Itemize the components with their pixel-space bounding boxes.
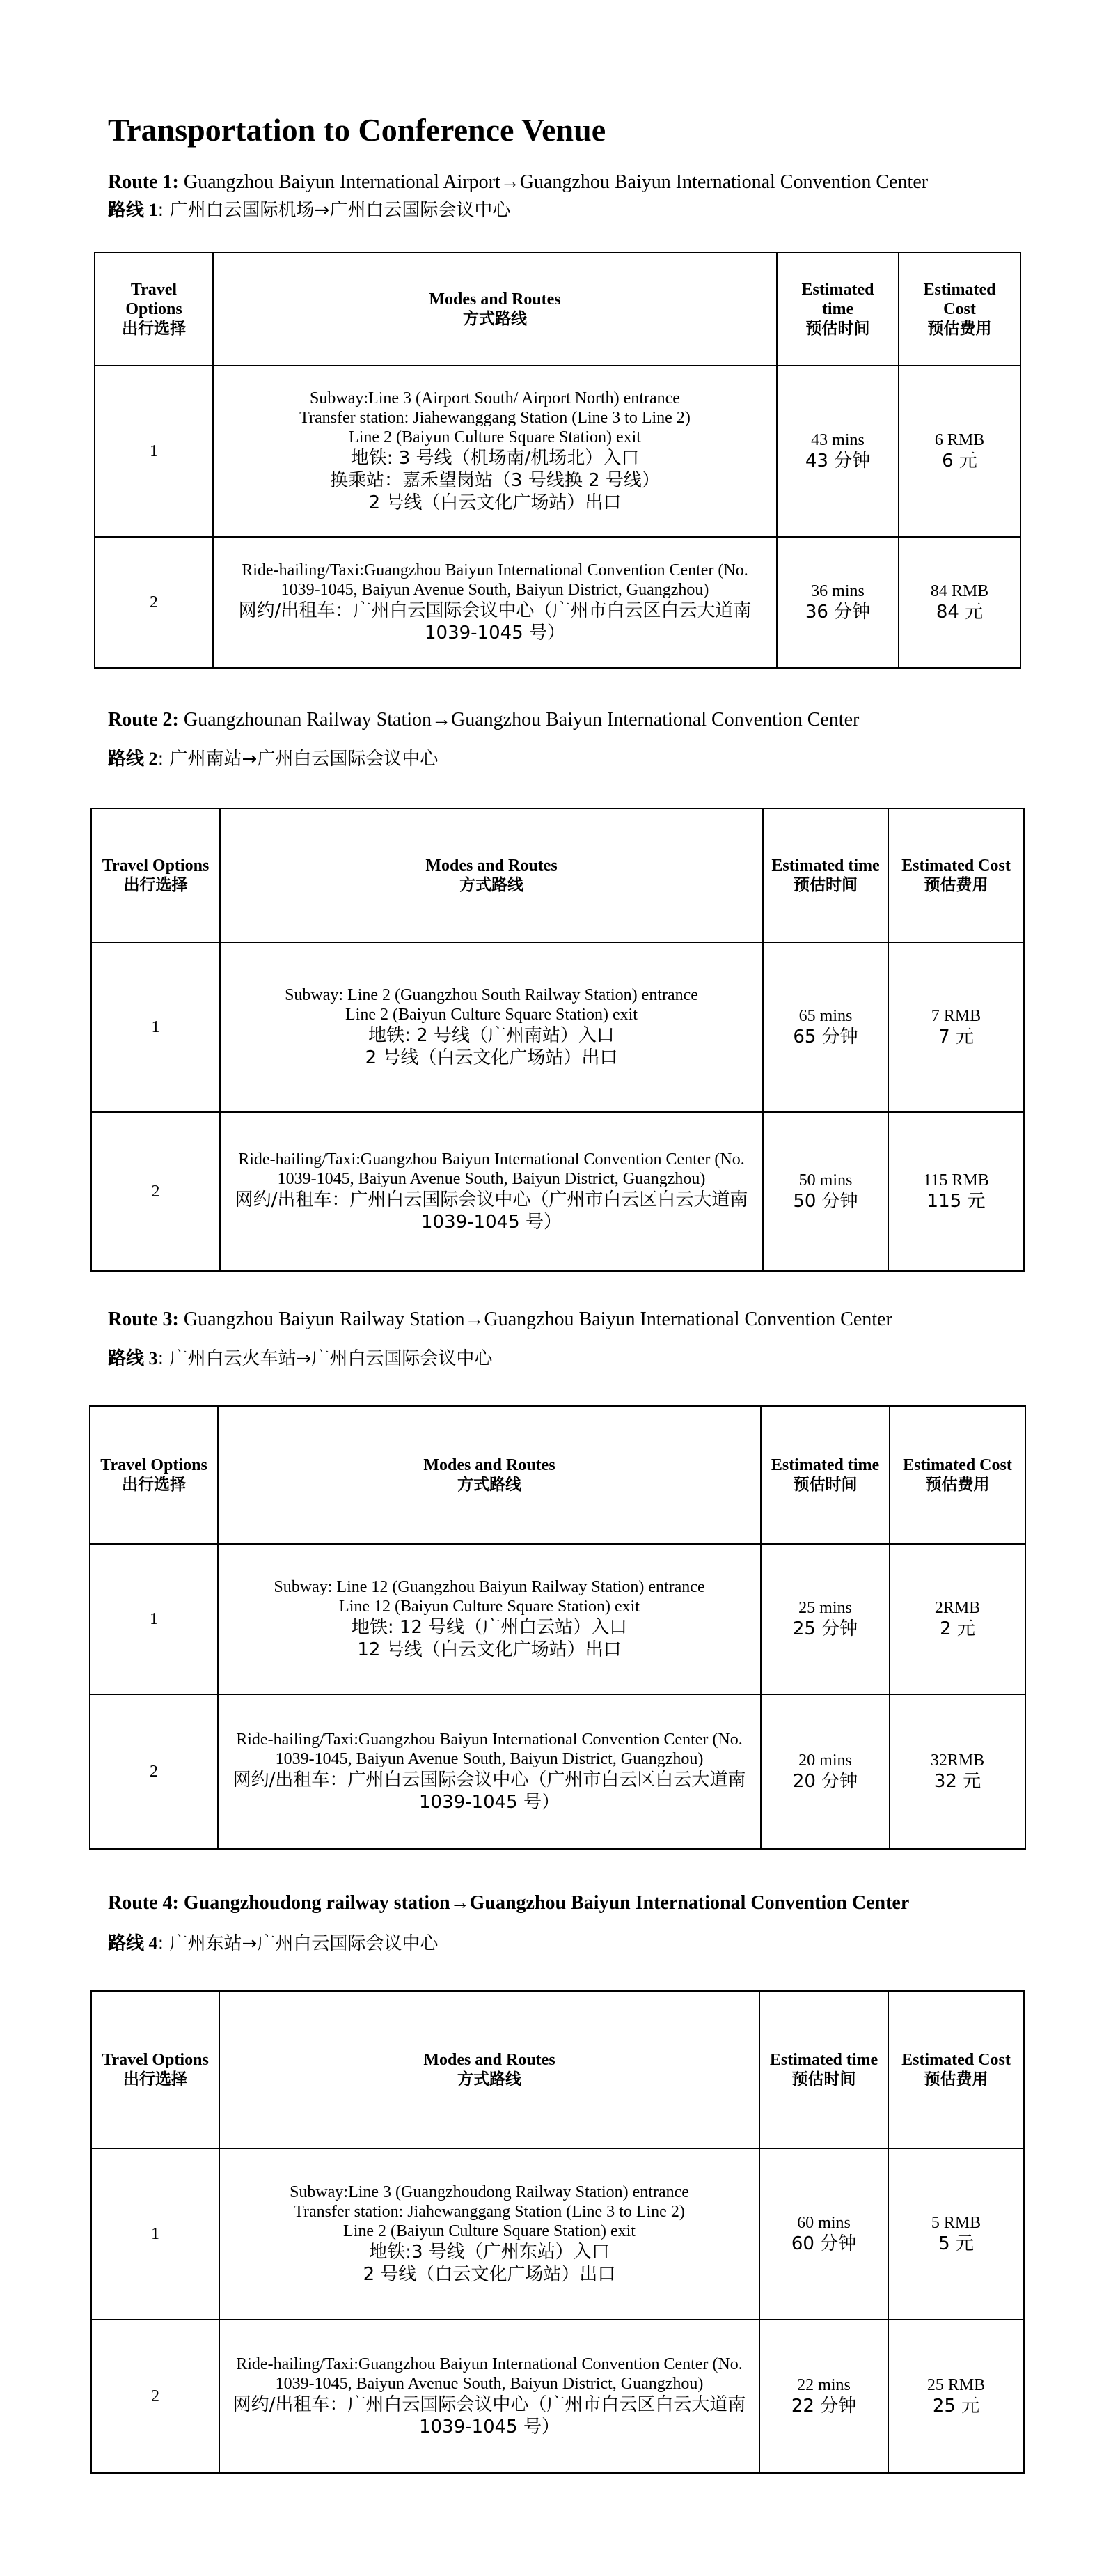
table-header-row xyxy=(95,253,1020,366)
route-2-heading-zh xyxy=(108,746,438,772)
time-zh: 25 分钟 xyxy=(792,1618,858,1639)
time-zh: 60 分钟 xyxy=(791,2233,857,2254)
route-line-zh: 2 号线（白云文化广场站）出口 xyxy=(363,2264,616,2285)
time-en: 20 mins xyxy=(798,1751,852,1770)
route-1-label-en: Route 1: xyxy=(108,171,179,193)
travel-option-number xyxy=(90,1544,218,1694)
route-line-zh: 地铁: 12 号线（广州白云站）入口 xyxy=(351,1617,628,1638)
estimated-time-header-en: Estimated time xyxy=(771,857,880,875)
option-number: 1 xyxy=(151,1018,160,1036)
estimated-cost-header-en: Estimated Cost xyxy=(923,281,996,318)
route-4-heading-en xyxy=(108,1890,909,1917)
estimated-time-cell xyxy=(761,1694,890,1849)
estimated-cost-cell xyxy=(888,2320,1024,2473)
estimated-cost-cell xyxy=(890,1694,1025,1849)
estimated-time-header-zh: 预估时间 xyxy=(794,876,858,894)
table-row xyxy=(95,366,1020,537)
route-2-label-zh: 路线 2 xyxy=(108,749,158,769)
cost-en: 115 RMB xyxy=(923,1171,989,1189)
travel-option-number xyxy=(91,2148,219,2320)
route-line-zh: 网约/出租车：广州白云国际会议中心（广州市白云区白云大道南 1039-1045 号） xyxy=(232,2394,746,2437)
time-zh: 65 分钟 xyxy=(793,1027,858,1047)
estimated-time-header-en: Estimated time xyxy=(801,281,874,318)
modes-routes-header-zh: 方式路线 xyxy=(457,2070,521,2089)
estimated-cost-cell xyxy=(899,537,1020,668)
table-row xyxy=(91,2320,1024,2473)
page-title: Transportation to Conference Venue xyxy=(108,112,606,148)
cost-en: 84 RMB xyxy=(930,582,989,600)
estimated-time-cell xyxy=(761,1544,890,1694)
modes-routes-header-en: Modes and Routes xyxy=(429,290,561,309)
route-4-label-zh: 路线 4 xyxy=(108,1933,158,1953)
route-2-heading-en xyxy=(108,707,859,733)
estimated-time-cell xyxy=(777,366,899,537)
cost-en: 32RMB xyxy=(930,1751,985,1770)
modes-routes-header xyxy=(220,809,763,942)
route-line-zh: 2 号线（白云文化广场站）出口 xyxy=(368,492,622,513)
route-line-en: Ride-hailing/Taxi:Guangzhou Baiyun International Convention Center (No. 1039-1045, Baiyun Avenue South, Baiyun District, Guangzhou) xyxy=(236,1731,743,1768)
route-line-en: Ride-hailing/Taxi:Guangzhou Baiyun International Convention Center (No. 1039-1045, Baiyun Avenue South, Baiyun District, Guangzhou) xyxy=(236,2355,743,2393)
table-row xyxy=(95,537,1020,668)
modes-routes-header-zh: 方式路线 xyxy=(463,310,527,328)
cost-en: 2RMB xyxy=(934,1599,981,1617)
cost-en: 5 RMB xyxy=(931,2214,981,2232)
travel-options-header-en: Travel Options xyxy=(102,857,210,875)
estimated-time-cell xyxy=(763,942,888,1112)
table-row xyxy=(91,1112,1024,1271)
route-1-description-zh: : 广州白云国际机场→广州白云国际会议中心 xyxy=(157,200,511,221)
time-zh: 22 分钟 xyxy=(791,2396,857,2417)
estimated-time-header-en: Estimated time xyxy=(769,2051,878,2069)
time-zh: 43 分钟 xyxy=(805,451,871,471)
modes-routes-header-en: Modes and Routes xyxy=(423,1456,555,1474)
option-number: 2 xyxy=(151,1182,160,1201)
modes-routes-cell xyxy=(213,366,777,537)
time-zh: 20 分钟 xyxy=(792,1771,858,1792)
estimated-cost-header-en: Estimated Cost xyxy=(901,857,1011,875)
modes-routes-cell xyxy=(218,1544,761,1694)
option-number: 1 xyxy=(150,1610,158,1628)
route-line-en: Subway: Line 2 (Guangzhou South Railway Station) entrance xyxy=(285,986,698,1004)
route-line-en: Line 12 (Baiyun Culture Square Station) exit xyxy=(339,1598,640,1616)
time-en: 36 mins xyxy=(811,582,865,600)
option-number: 2 xyxy=(150,593,158,611)
estimated-time-cell xyxy=(763,1112,888,1271)
travel-options-header-en: Travel Options xyxy=(102,2051,209,2069)
option-number: 2 xyxy=(150,1763,158,1781)
route-1-heading-zh xyxy=(108,197,510,224)
modes-routes-cell xyxy=(213,537,777,668)
modes-routes-header-zh: 方式路线 xyxy=(459,876,523,894)
travel-option-number xyxy=(91,2320,219,2473)
cost-en: 6 RMB xyxy=(934,431,985,449)
time-en: 43 mins xyxy=(811,431,865,449)
cost-zh: 7 元 xyxy=(938,1027,974,1047)
modes-routes-cell xyxy=(218,1694,761,1849)
travel-options-header-zh: 出行选择 xyxy=(123,2070,187,2089)
modes-routes-header xyxy=(213,253,777,366)
route-2-label-en: Route 2: xyxy=(108,709,179,731)
table-row xyxy=(91,2148,1024,2320)
travel-option-number xyxy=(95,366,213,537)
estimated-cost-cell xyxy=(888,2148,1024,2320)
estimated-time-cell xyxy=(759,2148,888,2320)
route-line-zh: 2 号线（白云文化广场站）出口 xyxy=(365,1047,618,1068)
time-zh: 50 分钟 xyxy=(793,1191,858,1212)
route-line-en: Ride-hailing/Taxi:Guangzhou Baiyun International Convention Center (No. 1039-1045, Baiyun Avenue South, Baiyun District, Guangzhou) xyxy=(238,1150,745,1188)
modes-routes-header-en: Modes and Routes xyxy=(423,2051,555,2069)
travel-options-header-zh: 出行选择 xyxy=(122,320,186,338)
route-2-table xyxy=(90,808,1025,1272)
travel-option-number xyxy=(95,537,213,668)
option-number: 2 xyxy=(151,2387,159,2405)
modes-routes-header xyxy=(219,1991,759,2148)
estimated-time-header-en: Estimated time xyxy=(771,1456,880,1474)
travel-option-number xyxy=(91,1112,220,1271)
route-3-table xyxy=(89,1405,1026,1850)
route-3-description-zh: : 广州白云火车站→广州白云国际会议中心 xyxy=(157,1348,493,1369)
estimated-cost-header-zh: 预估费用 xyxy=(925,1476,990,1494)
travel-options-header xyxy=(90,1406,218,1544)
estimated-time-cell xyxy=(777,537,899,668)
table-header-row xyxy=(91,1991,1024,2148)
travel-options-header-zh: 出行选择 xyxy=(123,876,188,894)
cost-zh: 32 元 xyxy=(933,1771,981,1792)
route-2-description-zh: : 广州南站→广州白云国际会议中心 xyxy=(157,749,439,770)
route-line-zh: 网约/出租车：广州白云国际会议中心（广州市白云区白云大道南 1039-1045 号） xyxy=(235,1189,748,1233)
route-3-heading-zh xyxy=(108,1345,492,1372)
route-3-heading-en xyxy=(108,1306,892,1333)
travel-options-header xyxy=(95,253,213,366)
route-4-table xyxy=(90,1990,1025,2474)
modes-routes-cell xyxy=(220,942,763,1112)
estimated-cost-header-en: Estimated Cost xyxy=(903,1456,1012,1474)
route-line-en: Subway:Line 3 (Airport South/ Airport North) entrance xyxy=(310,389,680,407)
table-header-row xyxy=(91,809,1024,942)
modes-routes-header-zh: 方式路线 xyxy=(457,1476,521,1494)
travel-options-header xyxy=(91,1991,219,2148)
estimated-cost-header-zh: 预估费用 xyxy=(927,320,992,338)
estimated-time-header-zh: 预估时间 xyxy=(793,1476,858,1494)
travel-option-number xyxy=(91,942,220,1112)
route-line-zh: 12 号线（白云文化广场站）出口 xyxy=(357,1639,622,1660)
route-4-heading-zh xyxy=(108,1930,438,1957)
route-1-heading-en xyxy=(108,169,928,196)
route-3-description-en: Guangzhou Baiyun Railway Station→Guangzhou Baiyun International Convention Center xyxy=(178,1309,892,1330)
travel-options-header xyxy=(91,809,220,942)
estimated-cost-header-zh: 预估费用 xyxy=(924,876,988,894)
estimated-cost-cell xyxy=(888,1112,1024,1271)
time-en: 50 mins xyxy=(798,1171,853,1189)
cost-zh: 2 元 xyxy=(940,1618,975,1639)
route-2-description-en: Guangzhounan Railway Station→Guangzhou Baiyun International Convention Center xyxy=(178,709,860,731)
estimated-cost-cell xyxy=(888,942,1024,1112)
cost-zh: 25 元 xyxy=(932,2396,980,2417)
modes-routes-cell xyxy=(219,2320,759,2473)
estimated-time-header xyxy=(761,1406,890,1544)
route-4-description-zh: : 广州东站→广州白云国际会议中心 xyxy=(157,1933,439,1954)
estimated-time-header-zh: 预估时间 xyxy=(791,2070,856,2089)
route-line-zh: 换乘站：嘉禾望岗站（3 号线换 2 号线） xyxy=(330,470,660,491)
estimated-cost-cell xyxy=(890,1544,1025,1694)
route-3-label-zh: 路线 3 xyxy=(108,1348,158,1368)
modes-routes-cell xyxy=(219,2148,759,2320)
route-line-zh: 地铁: 3 号线（机场南/机场北）入口 xyxy=(350,448,640,469)
estimated-cost-header xyxy=(888,809,1024,942)
route-line-en: Subway: Line 12 (Guangzhou Baiyun Railway Station) entrance xyxy=(274,1578,705,1596)
route-line-en: Ride-hailing/Taxi:Guangzhou Baiyun International Convention Center (No. 1039-1045, Baiyun Avenue South, Baiyun District, Guangzhou) xyxy=(242,561,748,599)
estimated-time-header-zh: 预估时间 xyxy=(805,320,870,338)
cost-en: 25 RMB xyxy=(926,2376,986,2394)
travel-options-header-en: Travel Options xyxy=(100,1456,207,1474)
travel-option-number xyxy=(90,1694,218,1849)
modes-routes-header xyxy=(218,1406,761,1544)
estimated-time-header xyxy=(777,253,899,366)
estimated-time-header xyxy=(763,809,888,942)
route-line-zh: 地铁:3 号线（广州东站）入口 xyxy=(369,2242,610,2263)
cost-zh: 115 元 xyxy=(926,1191,986,1212)
estimated-cost-header-en: Estimated Cost xyxy=(901,2051,1011,2069)
route-line-zh: 地铁: 2 号线（广州南站）入口 xyxy=(368,1025,615,1046)
estimated-cost-header xyxy=(888,1991,1024,2148)
route-line-en: Line 2 (Baiyun Culture Square Station) exit xyxy=(343,2222,636,2240)
time-zh: 36 分钟 xyxy=(805,602,871,623)
route-line-zh: 网约/出租车：广州白云国际会议中心（广州市白云区白云大道南 1039-1045 号） xyxy=(238,600,752,643)
route-line-en: Line 2 (Baiyun Culture Square Station) exit xyxy=(345,1006,638,1024)
estimated-time-header xyxy=(759,1991,888,2148)
time-en: 25 mins xyxy=(798,1599,852,1617)
option-number: 1 xyxy=(150,442,158,460)
cost-en: 7 RMB xyxy=(931,1007,981,1025)
route-1-description-en: Guangzhou Baiyun International Airport→Guangzhou Baiyun International Convention Center xyxy=(178,171,929,193)
option-number: 1 xyxy=(151,2225,159,2243)
route-line-en: Line 2 (Baiyun Culture Square Station) exit xyxy=(349,428,641,446)
table-row xyxy=(91,942,1024,1112)
estimated-cost-header-zh: 预估费用 xyxy=(924,2070,988,2089)
table-row xyxy=(90,1544,1025,1694)
modes-routes-header-en: Modes and Routes xyxy=(425,857,558,875)
route-3-label-en: Route 3: xyxy=(108,1309,179,1330)
route-1-table xyxy=(94,252,1021,669)
estimated-cost-header xyxy=(899,253,1020,366)
time-en: 22 mins xyxy=(797,2376,851,2394)
table-header-row xyxy=(90,1406,1025,1544)
modes-routes-cell xyxy=(220,1112,763,1271)
cost-zh: 6 元 xyxy=(942,451,977,471)
route-4-description-en: Guangzhoudong railway station→Guangzhou Baiyun International Convention Center xyxy=(178,1892,910,1914)
table-row xyxy=(90,1694,1025,1849)
travel-options-header-en: Travel Options xyxy=(125,281,182,318)
route-4-label-en: Route 4: xyxy=(108,1892,179,1914)
travel-options-header-zh: 出行选择 xyxy=(122,1476,186,1494)
estimated-time-cell xyxy=(759,2320,888,2473)
route-line-en: Transfer station: Jiahewanggang Station (Line 3 to Line 2) xyxy=(294,2203,685,2221)
route-line-en: Transfer station: Jiahewanggang Station (Line 3 to Line 2) xyxy=(299,409,691,427)
time-en: 65 mins xyxy=(798,1007,853,1025)
estimated-cost-header xyxy=(890,1406,1025,1544)
cost-zh: 84 元 xyxy=(936,602,984,623)
estimated-cost-cell xyxy=(899,366,1020,537)
route-line-zh: 网约/出租车：广州白云国际会议中心（广州市白云区白云大道南 1039-1045 号） xyxy=(232,1770,746,1813)
cost-zh: 5 元 xyxy=(938,2233,974,2254)
time-en: 60 mins xyxy=(797,2214,851,2232)
route-1-label-zh: 路线 1 xyxy=(108,200,158,220)
route-line-en: Subway:Line 3 (Guangzhoudong Railway Station) entrance xyxy=(290,2183,689,2201)
